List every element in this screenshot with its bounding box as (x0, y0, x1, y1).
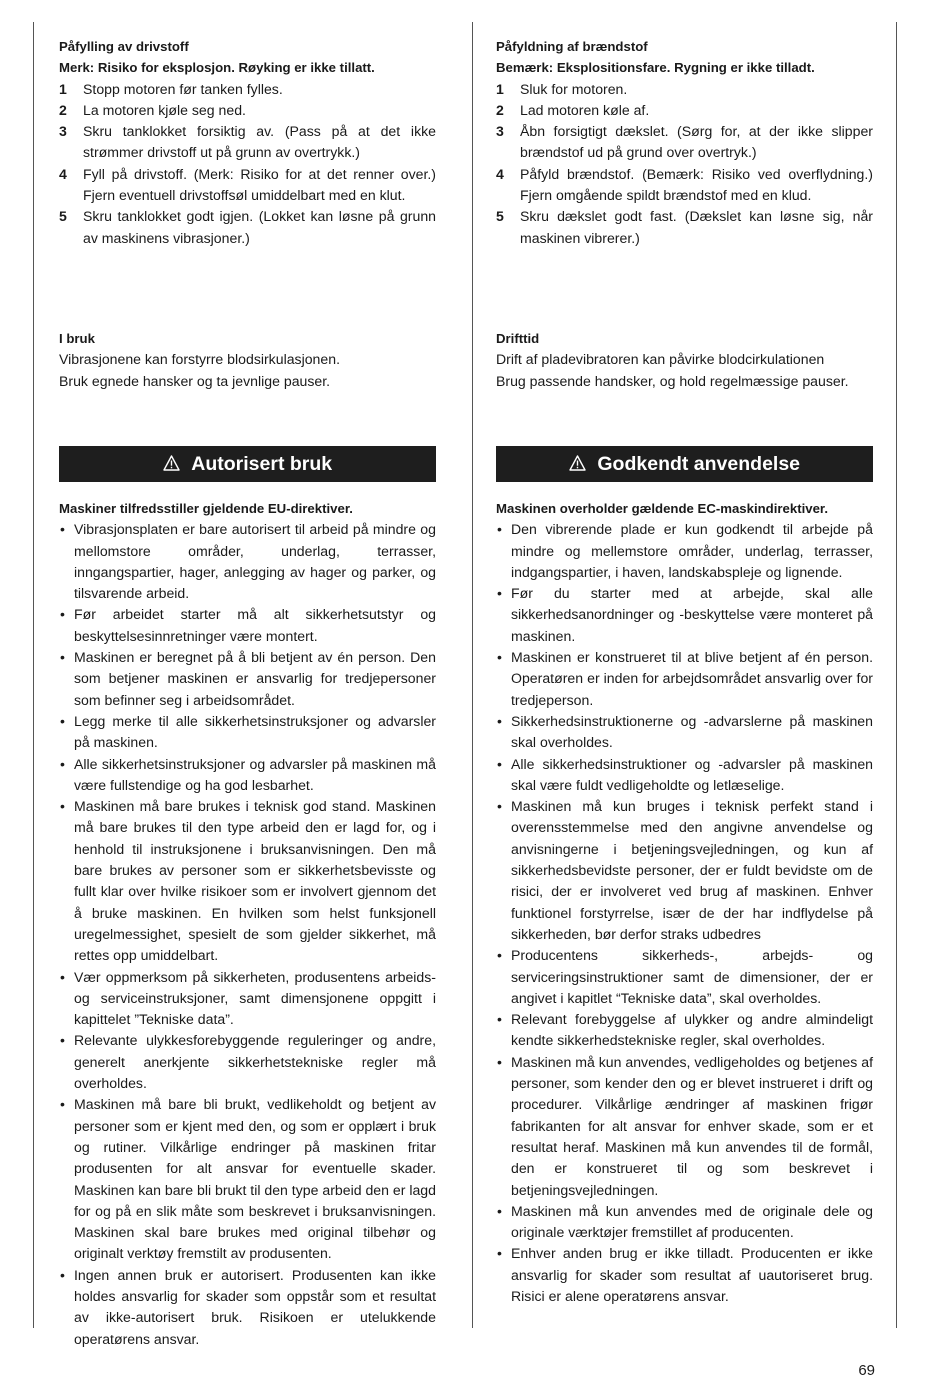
left-margin-rule (33, 22, 34, 1328)
authorized-bullets (496, 519, 873, 1307)
fuel-steps (59, 79, 436, 249)
authorized-section (496, 498, 873, 1307)
list-item: • Enhver anden brug er ikke tilladt. Producenten er ikke ansvarlig for skader som resultat af uautoriseret brug. Risici er alene operatørens ansvar. (496, 1243, 873, 1307)
list-item: • Maskinen er beregnet på å bli betjent av én person. Den som betjener maskinen er ansvarlig for tredjepersoner som befinner seg i arbeidsområdet. (59, 647, 436, 711)
list-item: • Relevant forebyggelse af ulykker og andre almindeligt kendte sikkerhedstekniske regler, skal overholdes. (496, 1009, 873, 1052)
authorized-section (59, 498, 436, 1350)
danish-column (496, 36, 873, 1304)
list-item: • Maskinen er konstrueret til at blive betjent af én person. Operatøren er inden for arbejdsområdet ansvarlig over for tredjeperson. (496, 647, 873, 711)
list-item: • Relevante ulykkesforebyggende reguleringer og andre, generelt anerkjente sikkerhetstekniske regler må overholdes. (59, 1030, 436, 1094)
list-item: • Sikkerhedsinstruktionerne og -advarslerne på maskinen skal overholdes. (496, 711, 873, 754)
use-text-line: Brug passende handsker, og hold regelmæssige pauser. (496, 372, 849, 389)
step-number: 2 (496, 101, 504, 118)
step-text: Fyll på drivstoff. (Merk: Risiko for at det renner over.) Fjern eventuell drivstoffsøl umiddelbart med en klut. (83, 165, 436, 204)
banner-title: Autorisert bruk (191, 453, 333, 475)
fuel-step (496, 206, 873, 249)
list-item: • Vibrasjonsplaten er bare autorisert til arbeid på mindre og mellomstore områder, underlag, terrasser, inngangspartier, hager, anlegging av hager og parker, og tilsvarende arbeid. (59, 519, 436, 604)
authorized-bullets (59, 519, 436, 1350)
use-title: I bruk (59, 331, 95, 346)
list-item: • Maskinen må kun anvendes, vedligeholdes og betjenes af personer, som kender den og er blevet instrueret i drift og procedurer. Vilkårlige ændringer af maskinen frigør fabrikanten for alt ansvar for enhver skade, som er et resultat heraf. Maskinen må kun anvendes til de formål, den er konstrueret til og som beskrevet i betjeningsvejledningen. (496, 1052, 873, 1201)
page-number: 69 (858, 1362, 875, 1379)
list-item: • Legg merke til alle sikkerhetsinstruksjoner og advarsler på maskinen. (59, 711, 436, 754)
step-number: 5 (496, 208, 504, 225)
fuel-step (59, 79, 436, 100)
list-item: • Alle sikkerhetsinstruksjoner og advarsler på maskinen må være fullstendige og ha god lesbarhet. (59, 754, 436, 797)
step-text: Sluk for motoren. (520, 80, 628, 97)
fuel-step (59, 206, 436, 249)
list-item: • Før arbeidet starter må alt sikkerhetsutstyr og beskyttelsesinnretninger være montert. (59, 604, 436, 647)
fuel-title: Påfyldning af brændstof (496, 39, 648, 54)
fuel-section (59, 36, 436, 249)
list-item: • Den vibrerende plade er kun godkendt til arbejde på mindre og mellemstore områder, underlag, terrasser, indgangspartier, i haven, landskabspleje og lignende. (496, 519, 873, 583)
fuel-step (59, 100, 436, 121)
fuel-steps (496, 79, 873, 249)
use-title: Drifttid (496, 331, 540, 346)
step-text: Stopp motoren før tanken fylles. (83, 80, 283, 97)
step-number: 1 (496, 80, 504, 97)
use-section (496, 328, 873, 392)
use-text-line: Bruk egnede hansker og ta jevnlige pauser. (59, 372, 331, 389)
list-item: • Vær oppmerksom på sikkerheten, produsentens arbeids- og serviceinstruksjoner, samt dimensjonene oppgitt i kapittelet ”Tekniske data”. (59, 967, 436, 1031)
step-number: 3 (59, 123, 67, 140)
step-text: Skru dækslet godt fast. (Dækslet kan løsne sig, når maskinen vibrerer.) (520, 208, 873, 246)
step-number: 4 (59, 165, 67, 182)
list-item: • Ingen annen bruk er autorisert. Produsenten kan ikke holdes ansvarlig for skader som oppstår som et resultat av ikke-autorisert bruk. Risikoen er utelukkende operatørens ansvar. (59, 1265, 436, 1350)
fuel-step (496, 79, 873, 100)
use-text-line: Vibrasjonene kan forstyrre blodsirkulasjonen. (59, 351, 340, 368)
fuel-warning: Bemærk: Eksplositionsfare. Rygning er ikke tilladt. (496, 60, 815, 76)
fuel-step (496, 100, 873, 121)
step-text: Skru tanklokket godt igjen. (Lokket kan løsne på grunn av maskinens vibrasjoner.) (83, 208, 436, 246)
step-text: Påfyld brændstof. (Bemærk: Risiko ved overflydning.) Fjern omgående spildt brændstof med en klud. (520, 165, 873, 204)
fuel-step (496, 164, 873, 207)
step-number: 1 (59, 80, 67, 97)
step-text: Skru tanklokket forsiktig av. (Pass på at det ikke strømmer drivstoff ut på grunn av overtrykk.) (83, 123, 436, 161)
list-item: • Maskinen må bare brukes i teknisk god stand. Maskinen må bare brukes til den type arbeid den er lagd for, og i henhold til instruksjonene i bruksanvisningen. Den må bare brukes av personer som er sikkerhetsbevisste og fullt klar over hvilke risikoer som er involvert gjennom det å bruke maskinen. En hvilken som helst funksjonell uregelmessighet, spesielt de som gjelder sikkerhet, må rettes opp umiddelbart. (59, 796, 436, 966)
fuel-title: Påfylling av drivstoff (59, 39, 189, 54)
step-text: La motoren kjøle seg ned. (83, 101, 246, 118)
right-margin-rule (896, 22, 897, 1328)
section-banner (59, 446, 436, 482)
list-item: • Producentens sikkerheds-, arbejds- og serviceringsinstruktioner samt de dimensioner, der er angivet i kapitlet “Tekniske data”, skal overholdes. (496, 945, 873, 1009)
fuel-step (496, 121, 873, 164)
norwegian-column (59, 36, 436, 1347)
step-number: 4 (496, 165, 504, 182)
step-number: 5 (59, 208, 67, 225)
authorized-lead: Maskinen overholder gældende EC-maskindirektiver. (496, 501, 828, 516)
fuel-warning: Merk: Risiko for eksplosjon. Røyking er ikke tillatt. (59, 60, 375, 76)
fuel-step (59, 121, 436, 164)
warning-triangle-icon (569, 453, 591, 475)
list-item: • Maskinen må kun bruges i teknisk perfekt stand i overensstemmelse med den angivne anvendelse og anvisningerne i betjeningsvejledningen, og kun af sikkerhedsbevidste personer, der er fuldt bevidste om de risici, der er involveret ved brug af maskinen. Enhver funktionel forstyrrelse, især de der har indflydelse på sikkerheden, bør derfor straks udbedres (496, 796, 873, 945)
authorized-lead: Maskiner tilfredsstiller gjeldende EU-direktiver. (59, 501, 353, 516)
list-item: • Maskinen må bare bli brukt, vedlikeholdt og betjent av personer som er kjent med den, og som er opplært i bruk og rutiner. Vilkårlige endringer på maskinen fritar produsenten for alt ansvar for eventuelle skader. Maskinen kan bare bli brukt til den type arbeid den er lagd for og på en slik måte som beskrevet i bruksanvisningen. Maskinen skal bare brukes med original tilbehør og originalt verktøy fremstilt av produsenten. (59, 1094, 436, 1264)
use-text-line: Drift af pladevibratoren kan påvirke blodcirkulationen (496, 351, 825, 368)
fuel-step (59, 164, 436, 207)
step-number: 2 (59, 101, 67, 118)
warning-triangle-icon (163, 453, 185, 475)
section-banner (496, 446, 873, 482)
step-number: 3 (496, 123, 504, 140)
use-section (59, 328, 436, 392)
list-item: • Før du starter med at arbejde, skal alle sikkerhedsanordninger og -beskyttelse være monteret på maskinen. (496, 583, 873, 647)
center-column-rule (472, 22, 473, 1328)
list-item: • Maskinen må kun anvendes med de originale dele og originale værktøjer fremstillet af producenten. (496, 1201, 873, 1244)
step-text: Lad motoren køle af. (520, 101, 650, 118)
fuel-section (496, 36, 873, 249)
list-item: • Alle sikkerhedsinstruktioner og -advarsler på maskinen skal være fuldt vedligeholdte og letlæselige. (496, 754, 873, 797)
step-text: Åbn forsigtigt dækslet. (Sørg for, at der ikke slipper brændstof ud på grund over overtryk.) (520, 123, 873, 161)
banner-title: Godkendt anvendelse (597, 453, 801, 475)
